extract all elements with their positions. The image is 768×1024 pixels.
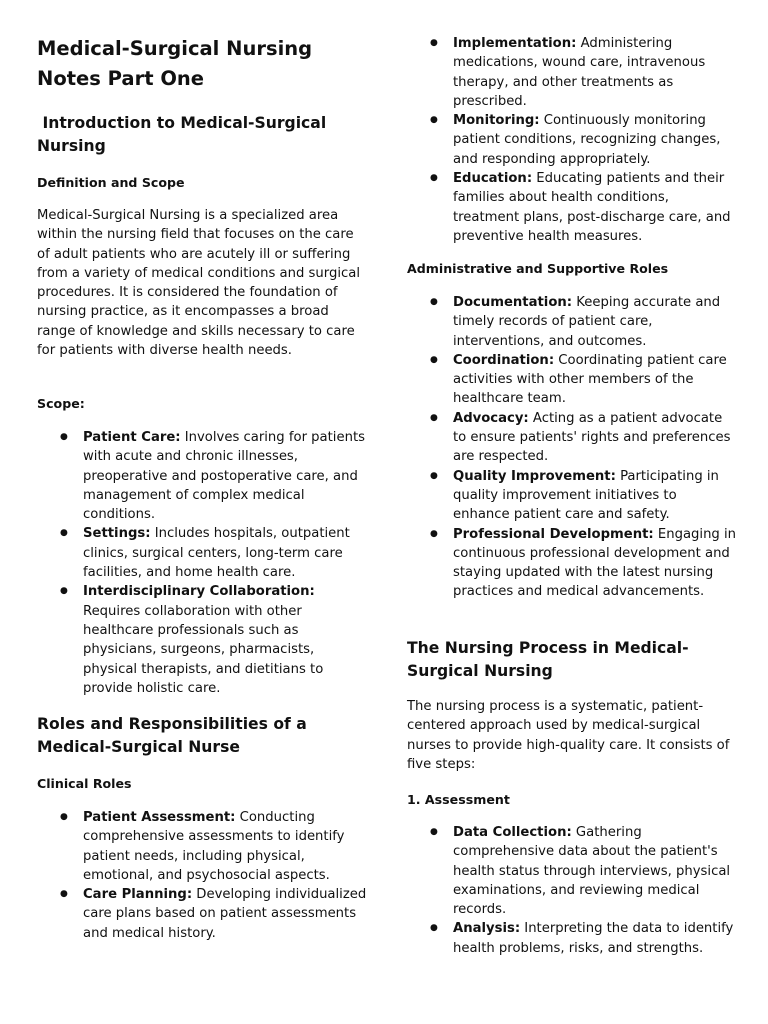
list-item-text: Interpreting the data to identify health problems, risks, and strengths. bbox=[453, 921, 734, 956]
list-item bbox=[407, 34, 737, 111]
document-title: Medical-Surgical Nursing Notes Part One bbox=[37, 37, 313, 90]
list-item-term: Coordination: bbox=[453, 352, 555, 368]
list-item bbox=[407, 169, 737, 246]
list-item-text: Involves caring for patients with acute and chronic illnesses, preoperative and postoperative care, and management of complex medical conditions. bbox=[83, 430, 365, 523]
list-item bbox=[37, 885, 367, 943]
list-item-text: Participating in quality improvement initiatives to enhance patient care and safety. bbox=[453, 468, 719, 523]
list-item bbox=[407, 525, 737, 602]
list-item bbox=[407, 293, 737, 351]
list-item-term: Patient Care: bbox=[83, 430, 181, 445]
list-item-term: Analysis: bbox=[453, 921, 521, 937]
list-item-term: Settings: bbox=[83, 526, 151, 542]
nursing-process-heading: The Nursing Process in Medical-Surgical Nursing bbox=[407, 639, 689, 680]
list-item-term: Advocacy: bbox=[453, 410, 529, 426]
list-item bbox=[407, 111, 737, 169]
scope-heading: Scope: bbox=[37, 396, 85, 411]
list-item-text: Engaging in continuous professional development and staying updated with the latest nursing practices and medical advancements. bbox=[453, 526, 737, 600]
admin-roles-heading: Administrative and Supportive Roles bbox=[407, 261, 669, 276]
roles-heading: Roles and Responsibilities of a Medical-Surgical Nurse bbox=[37, 715, 307, 756]
intro-heading: Introduction to Medical-Surgical Nursing bbox=[37, 114, 332, 155]
list-item-term: Interdisciplinary Collaboration: bbox=[83, 584, 315, 600]
list-item bbox=[407, 409, 737, 467]
list-item bbox=[407, 823, 737, 919]
definition-paragraph: Medical-Surgical Nursing is a specialized area within the nursing field that focuses on the care of adult patients who are acutely ill or suffering from a variety of medical conditions and surgical procedures. It is considered the foundation of nursing practice, as it encompasses a broad range of knowledge and skills necessary to care for patients with diverse health needs. bbox=[37, 208, 360, 359]
list-item-text: Continuously monitoring patient conditions, recognizing changes, and responding appropriately. bbox=[453, 113, 721, 167]
clinical-roles-heading: Clinical Roles bbox=[37, 776, 132, 791]
clinical-roles-list-continued bbox=[407, 34, 737, 246]
list-item-term: Documentation: bbox=[453, 295, 573, 310]
admin-roles-list bbox=[407, 293, 737, 602]
list-item-term: Care Planning: bbox=[83, 887, 193, 903]
list-item-text: Developing individualized care plans based on patient assessments and medical history. bbox=[83, 887, 367, 941]
list-item-text: Administering medications, wound care, intravenous therapy, and other treatments as prescribed. bbox=[453, 36, 706, 109]
definition-heading: Definition and Scope bbox=[37, 175, 185, 190]
list-item-text: Gathering comprehensive data about the patient's health status through interviews, physical examinations, and reviewing medical records. bbox=[453, 825, 731, 918]
list-item-term: Data Collection: bbox=[453, 825, 572, 840]
list-item-term: Professional Development: bbox=[453, 526, 654, 542]
list-item-text: Requires collaboration with other healthcare professionals such as physicians, surgeons, pharmacists, physical therapists, and dietitians to provide holistic care. bbox=[83, 603, 324, 696]
list-item-text: Conducting comprehensive assessments to identify patient needs, including physical, emotional, and psychosocial aspects. bbox=[83, 810, 345, 883]
list-item-text: Includes hospitals, outpatient clinics, surgical centers, long-term care facilities, and home health care. bbox=[83, 526, 350, 581]
list-item bbox=[37, 582, 367, 698]
list-item-term: Monitoring: bbox=[453, 113, 540, 129]
assessment-list bbox=[407, 823, 737, 958]
list-item-text: Acting as a patient advocate to ensure patients' rights and preferences are respected. bbox=[453, 410, 731, 465]
list-item-term: Implementation: bbox=[453, 36, 577, 51]
list-item bbox=[37, 524, 367, 582]
list-item-text: Keeping accurate and timely records of patient care, interventions, and outcomes. bbox=[453, 295, 721, 349]
list-item-term: Quality Improvement: bbox=[453, 468, 616, 484]
list-item bbox=[407, 467, 737, 525]
assessment-heading: 1. Assessment bbox=[407, 792, 510, 807]
list-item bbox=[407, 919, 737, 958]
list-item bbox=[37, 808, 367, 885]
list-item-term: Patient Assessment: bbox=[83, 810, 236, 825]
list-item-text: Coordinating patient care activities with other members of the healthcare team. bbox=[453, 352, 727, 407]
nursing-process-paragraph: The nursing process is a systematic, patient-centered approach used by medical-surgical nurses to provide high-quality care. It consists of five steps: bbox=[407, 699, 730, 772]
scope-list bbox=[37, 428, 367, 698]
list-item-text: Educating patients and their families about health conditions, treatment plans, post-discharge care, and preventive health measures. bbox=[453, 171, 731, 244]
clinical-roles-list bbox=[37, 808, 367, 943]
list-item bbox=[37, 428, 367, 524]
list-item-term: Education: bbox=[453, 171, 533, 187]
list-item bbox=[407, 351, 737, 409]
